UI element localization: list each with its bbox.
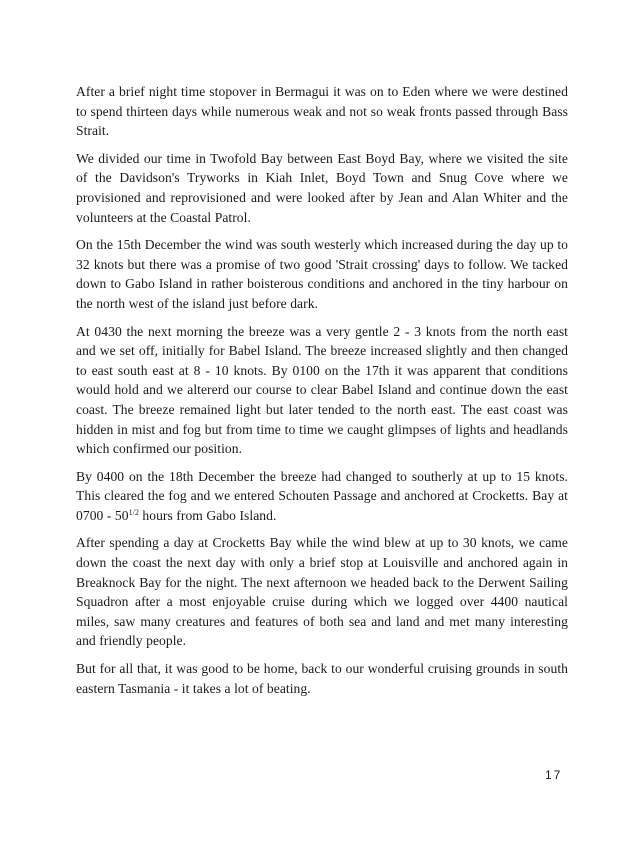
paragraph-5-tail: hours from Gabo Island. bbox=[138, 507, 277, 523]
paragraph-7: But for all that, it was good to be home, back to our wonderful cruising grounds in south eastern Tasmania - it takes a lot of beating. bbox=[76, 661, 568, 696]
paragraph-6: After spending a day at Crocketts Bay while the wind blew at up to 30 knots, we came down the coast the next day with only a brief stop at Louisville and anchored again in Breaknock Bay for the night. The next afternoon we headed back to the Derwent Sailing Squadron after a most enjoyable cruise during which we logged over 4400 nautical miles, saw many creatures and features of both sea and land and met many interesting and friendly people. bbox=[76, 535, 568, 649]
body-text bbox=[76, 82, 568, 698]
paragraph-5-text: By 0400 on the 18th December the breeze had changed to southerly at up to 15 knots. This cleared the fog and we entered Schouten Passage and anchored at Crocketts. Bay at 0700 - 50 bbox=[76, 468, 568, 523]
fraction-superscript: 1/2 bbox=[128, 507, 139, 517]
page-number: 17 bbox=[545, 768, 563, 782]
paragraph-4: At 0430 the next morning the breeze was a very gentle 2 - 3 knots from the north east and we set off, initially for Babel Island. The breeze increased slightly and then changed to east south east at 8 - 10 knots. By 0100 on the 17th it was apparent that conditions would hold and we altererd our course to clear Babel Island and continue down the east coast. The breeze remained light but later tended to the north east. The east coast was hidden in mist and fog but from time to time we caught glimpses of lights and headlands which confirmed our position. bbox=[76, 323, 568, 457]
paragraph-1: After a brief night time stopover in Bermagui it was on to Eden where we were destined to spend thirteen days while numerous weak and not so weak fronts passed through Bass Strait. bbox=[76, 84, 568, 139]
paragraph-2: We divided our time in Twofold Bay between East Boyd Bay, where we visited the site of the Davidson's Tryworks in Kiah Inlet, Boyd Town and Snug Cove where we provisioned and reprovisioned and were looked after by Jean and Alan Whiter and the volunteers at the Coastal Patrol. bbox=[76, 150, 568, 225]
paragraph-3: On the 15th December the wind was south westerly which increased during the day up to 32 knots but there was a promise of two good 'Strait crossing' days to follow. We tacked down to Gabo Island in rather boisterous conditions and anchored in the tiny harbour on the north west of the island just before dark. bbox=[76, 237, 568, 311]
paragraph-5 bbox=[76, 467, 568, 526]
